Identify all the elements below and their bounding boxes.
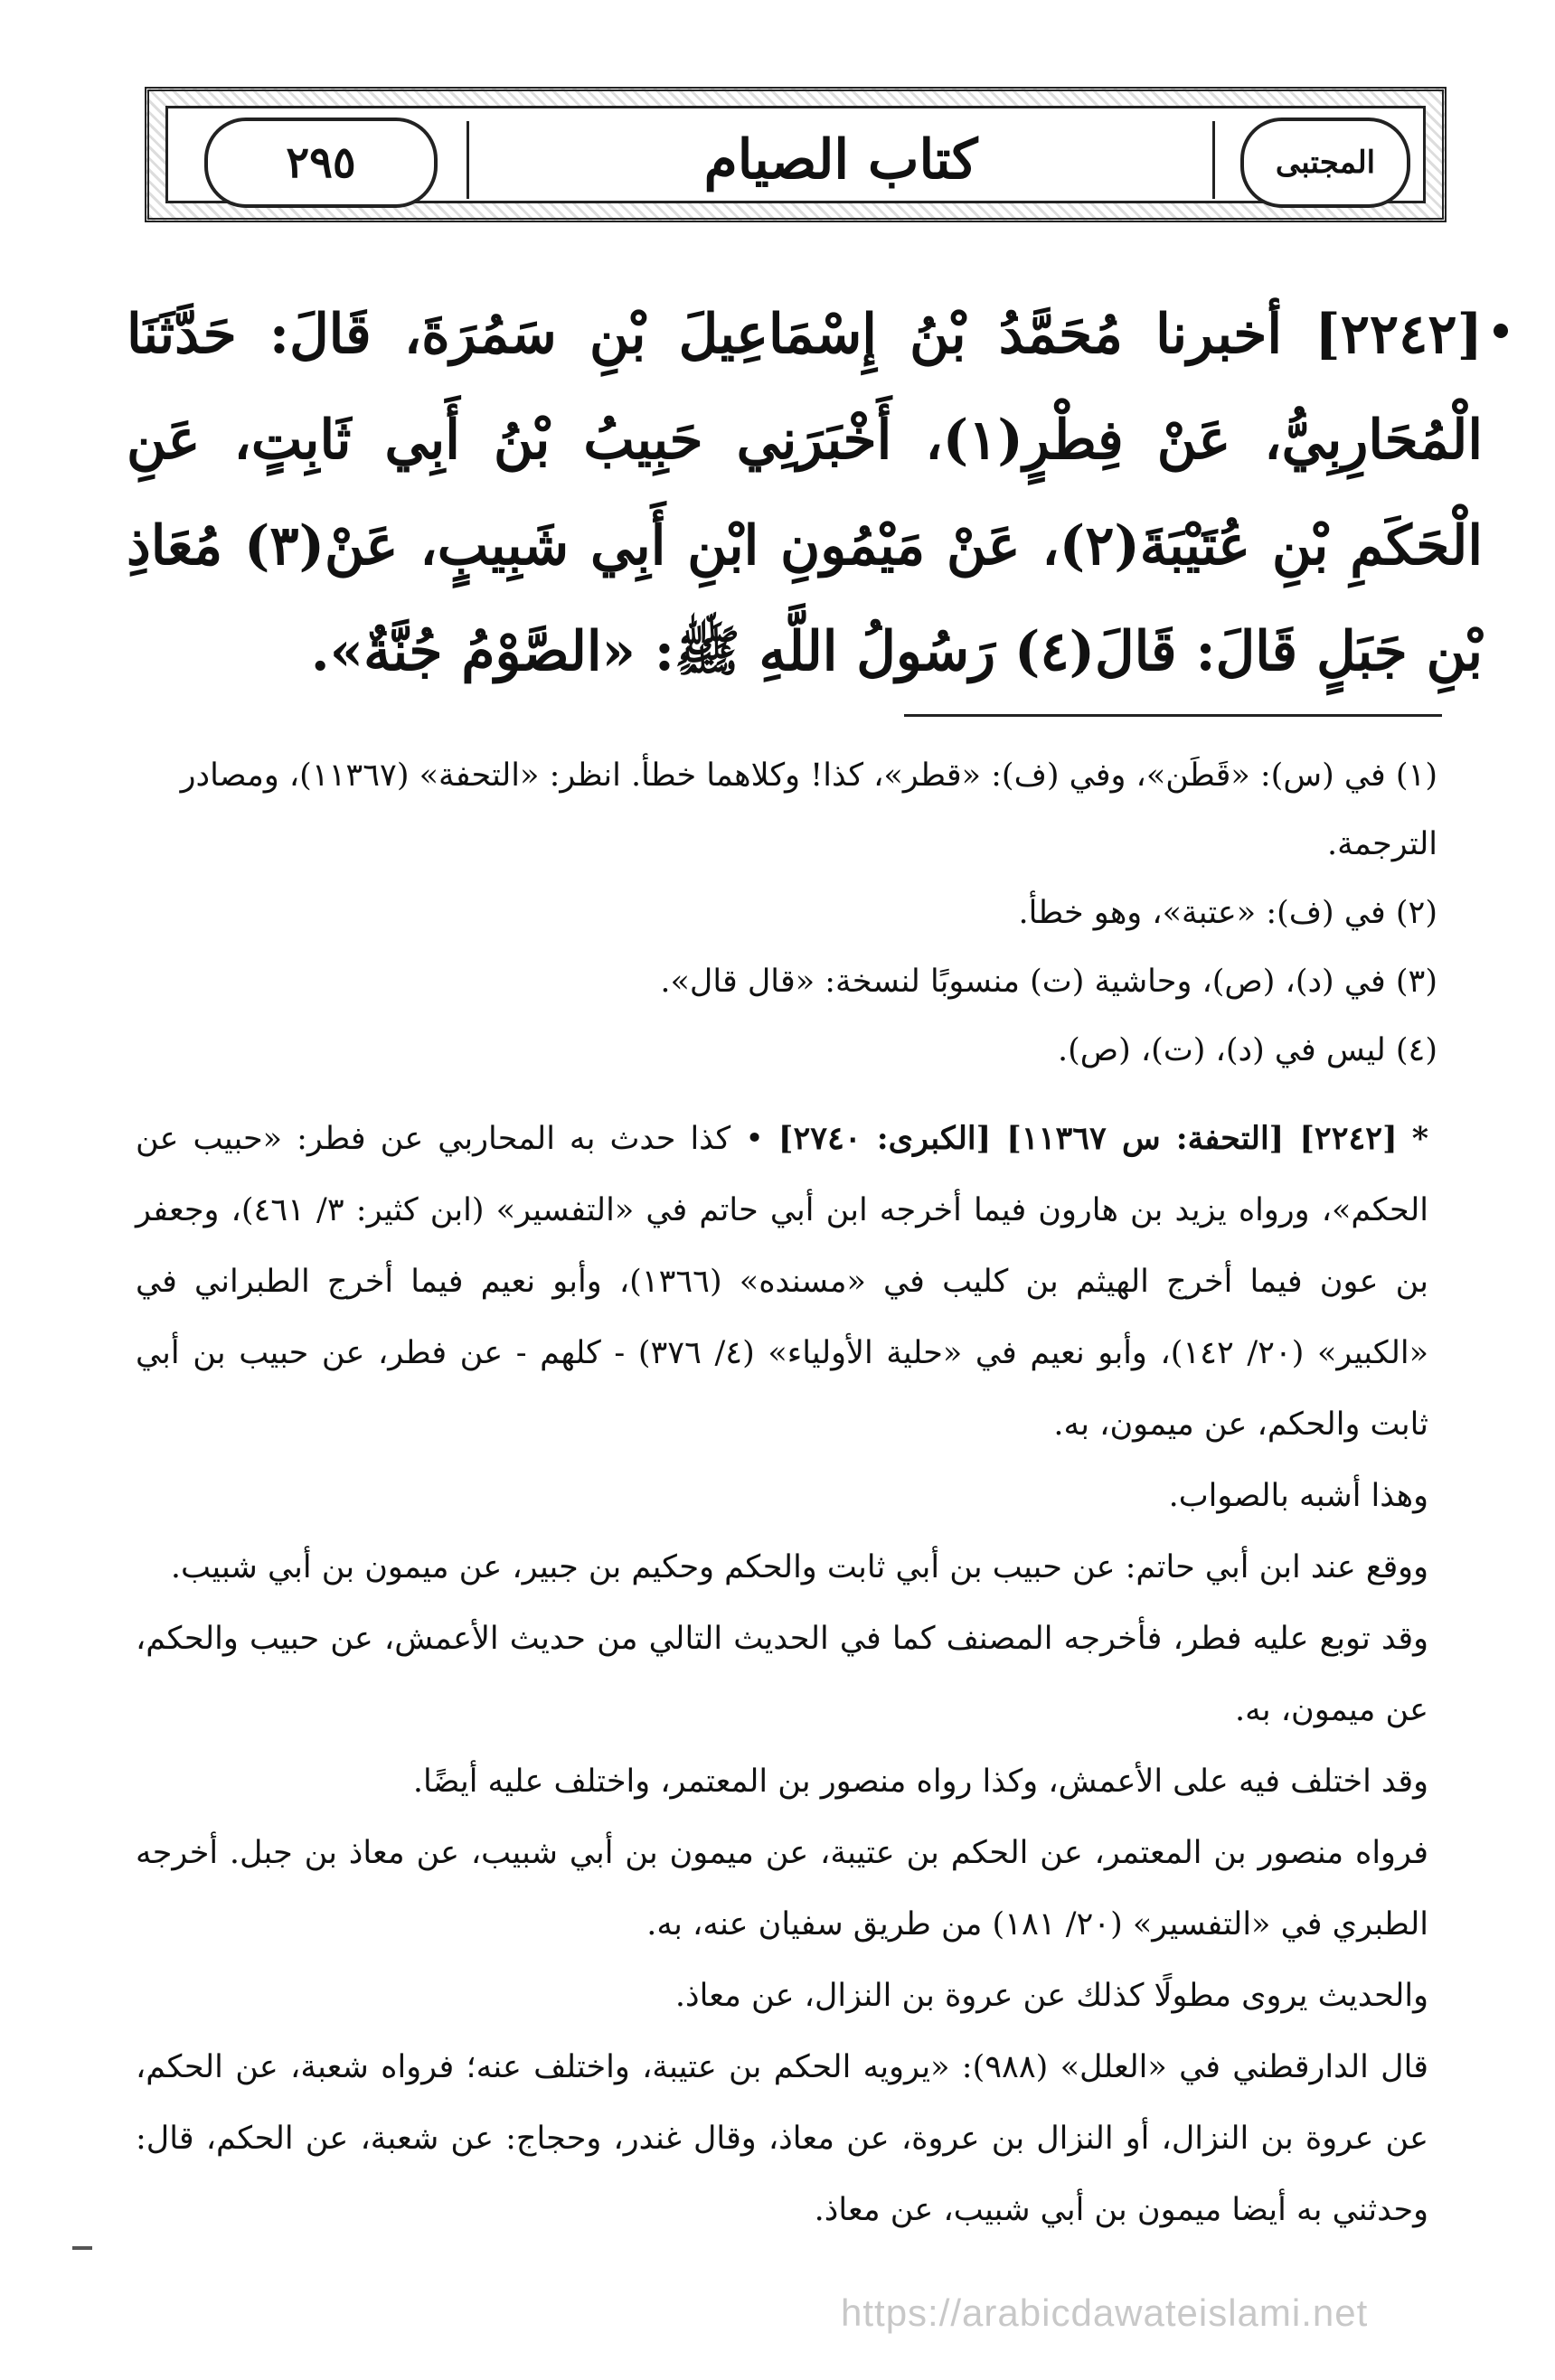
- header-frame: [165, 106, 1426, 203]
- book-badge: المجتبى: [1240, 118, 1410, 208]
- footnotes: [154, 741, 1437, 1085]
- chapter-title: كتاب الصيام: [466, 121, 1215, 199]
- commentary-text-1: • كذا حدث به المحاربي عن فطر: «حبيب عن الحكم»، ورواه يزيد بن هارون فيما أخرجه ابن أبي حاتم في «التفسير» (ابن كثير: ٣/ ٤٦١)، وجعفر بن عون فيما أخرج الهيثم بن كليب في «مسنده» (١٣٦٦)، وأبو نعيم فيما أخرج الطبراني في «الكبير» (٢٠/ ١٤٢)، وأبو نعيم في «حلية الأولياء» (٤/ ٣٧٦) - كلهم - عن فطر، عن حبيب بن أبي ثابت والحكم، عن ميمون، به.: [136, 1121, 1429, 1443]
- page-header: [145, 87, 1447, 222]
- commentary-paragraph-7: والحديث يروى مطولًا كذلك عن عروة بن النزال، عن معاذ.: [674, 1978, 1428, 2014]
- commentary-paragraph-5: وقد اختلف فيه على الأعمش، وكذا رواه منصور بن المعتمر، واختلف عليه أيضًا.: [412, 1764, 1428, 1800]
- commentary-paragraph-1: [136, 1103, 1428, 1461]
- footnote-3: (٣) في (د)، (ص)، وحاشية (ت) منسوبًا لنسخة: «قال قال».: [660, 964, 1437, 1000]
- footnote-divider: [904, 714, 1442, 717]
- footnote-1: (١) في (س): «قَطَن»، وفي (ف): «قطر»، كذا! وكلاهما خطأ. انظر: «التحفة» (١١٣٦٧)، ومصادر الترجمة.: [180, 757, 1437, 862]
- commentary-paragraph-6: فرواه منصور بن المعتمر، عن الحكم بن عتيبة، عن ميمون بن أبي شبيب، عن معاذ بن جبل. أخرجه الطبري في «التفسير» (٢٠/ ١٨١) من طريق سفيان عنه، به.: [136, 1835, 1428, 1943]
- commentary-paragraph-8: قال الدارقطني في «العلل» (٩٨٨): «يرويه الحكم بن عتيبة، واختلف عنه؛ فرواه شعبة، عن الحكم، عن عروة بن النزال، أو النزال بن عروة، عن معاذ، وقال غندر، وحجاج: عن شعبة، عن الحكم، قال: وحدثني به أيضا ميمون بن أبي شبيب، عن معاذ.: [136, 2049, 1428, 2228]
- commentary-paragraph-2: وهذا أشبه بالصواب.: [1168, 1478, 1428, 1514]
- hadith-bullet-icon: [1494, 324, 1508, 338]
- commentary: [136, 1103, 1428, 2246]
- hadith-text-block: [127, 282, 1483, 705]
- commentary-paragraph-3: ووقع عند ابن أبي حاتم: عن حبيب بن أبي ثابت والحكم وحكيم بن جبير، عن ميمون بن أبي شبيب.: [170, 1549, 1428, 1585]
- hadith-reference: [٢٢٤٢] [التحفة: س ١١٣٦٧] [الكبرى: ٢٧٤٠]: [778, 1120, 1398, 1157]
- page-number: ٢٩٥: [204, 118, 438, 208]
- footnote-4: (٤) ليس في (د)، (ت)، (ص).: [1058, 1032, 1437, 1068]
- footnote-2: (٢) في (ف): «عتبة»، وهو خطأ.: [1018, 895, 1437, 931]
- watermark-url: https://arabicdawateislami.net: [841, 2291, 1369, 2334]
- commentary-paragraph-4: وقد توبع عليه فطر، فأخرجه المصنف كما في الحديث التالي من حديث الأعمش، عن حبيب والحكم، عن ميمون، به.: [136, 1621, 1428, 1728]
- hadith-text: [٢٢٤٢] أخبرنا مُحَمَّدُ بْنُ إِسْمَاعِيلَ بْنِ سَمُرَةَ، قَالَ: حَدَّثَنَا الْمُحَارِبِيُّ، عَنْ فِطْرٍ(١)، أَخْبَرَنِي حَبِيبُ بْنُ أَبِي ثَابِتٍ، عَنِ الْحَكَمِ بْنِ عُتَيْبَةَ(٢)، عَنْ مَيْمُونِ ابْنِ أَبِي شَبِيبٍ، عَنْ(٣) مُعَاذِ بْنِ جَبَلٍ قَالَ: قَالَ(٤) رَسُولُ اللَّهِ ﷺ: «الصَّوْمُ جُنَّةٌ».: [127, 303, 1483, 683]
- star-marker: *: [1411, 1120, 1428, 1157]
- margin-mark: [72, 2246, 92, 2250]
